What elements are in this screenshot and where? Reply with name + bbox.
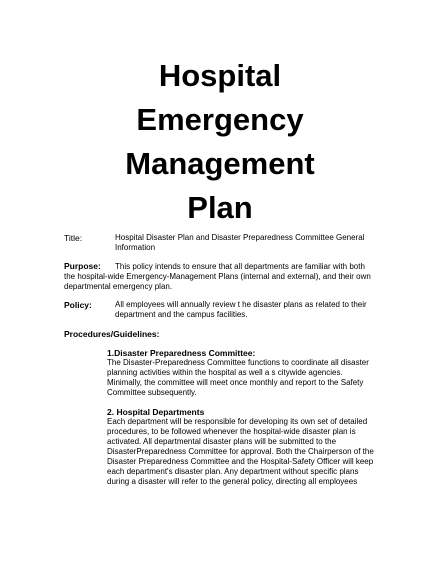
section-disaster-committee	[107, 348, 379, 398]
title-field-label: Title:	[64, 233, 83, 243]
section-body: The Disaster-Preparedness Committee functions to coordinate all disaster planning activities within the hospital as well a s citywide agencies. Minimally, the committee will meet once monthly and report to the Safety Committee subsequently.	[107, 358, 369, 397]
title-line: Management	[125, 146, 315, 181]
policy-label: Policy:	[64, 300, 92, 310]
section-hospital-departments	[107, 407, 379, 487]
purpose-label: Purpose:	[64, 261, 101, 271]
section-body: Each department will be responsible for developing its own set of detailed procedures, to be followed whenever the hospital-wide disaster plan is activated. All departmental disaster plans will be submitted to the DisasterPreparedness Committee for approval. Both the Chairperson of the Disaster Preparedness Committee and the Hospital-Safety Officer will keep each department's disaster plan. Any department without specific plans during a disaster will refer to the general policy, directing all employees	[107, 417, 374, 486]
purpose-field	[64, 261, 376, 292]
policy-value: All employees will annually review t he disaster plans as related to their department and the campus facilities.	[115, 300, 367, 319]
document-title	[60, 54, 380, 230]
title-field-value: Hospital Disaster Plan and Disaster Preparedness Committee General Information	[115, 233, 365, 252]
title-line: Hospital	[158, 58, 282, 93]
section-heading: 1.Disaster Preparedness Committee:	[107, 348, 256, 358]
section-heading: 2. Hospital Departments	[107, 407, 205, 417]
procedures-heading: Procedures/Guidelines:	[64, 329, 160, 339]
purpose-value: This policy intends to ensure that all departments are familiar with both the hospital-wide Emergency-Management Plans (internal and external), and their own departmental emergency plan.	[64, 262, 371, 291]
title-line: Plan	[187, 190, 253, 225]
title-line: Emergency	[136, 102, 304, 137]
